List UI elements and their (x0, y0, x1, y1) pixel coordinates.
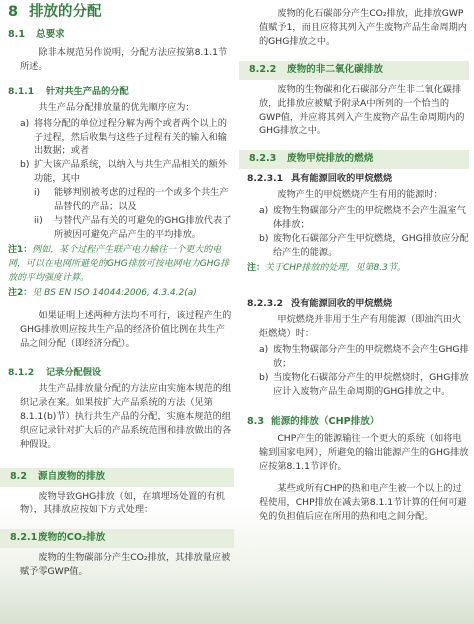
section-8-2-3-1-heading (247, 172, 469, 186)
list-item-text: 能够判别被考虑的过程的一个或多个共生产品替代的产品；以及 (54, 187, 229, 213)
note-1 (8, 244, 234, 285)
section-8-1-2-text: 共生产品排放量分配的方法应由实施本规范的组织记录在案。如果按扩大产品系统的方法（见第8.1.1(b)节）执行共生产品的分配，实施本规范的组织应记录针对扩大后的产品系统范围和排放做出的各种假设。 (20, 383, 232, 450)
section-title: 记录分配假设 (46, 367, 102, 379)
section-number: 8.1.1 (8, 85, 35, 97)
section-title: 能源的排放（CHP排放） (271, 415, 380, 427)
section-number: 8.2.3 (249, 153, 277, 165)
list-item-text: 废物化石碳部分产生甲烷燃烧，GHG排放应分配给产生的能源。 (273, 232, 469, 258)
chapter-title: 排放的分配 (29, 4, 102, 20)
section-number: 8.2 (10, 470, 27, 482)
section-8-2-3-1-intro: 废物产生的甲烷燃烧产生有用的能源时： (277, 189, 443, 201)
list-item: a) 将将分配的单位过程分解为两个或者两个以上的子过程，然后收集与这些子过程有关的输入和输出数据；或者 (20, 117, 234, 159)
section-8-1-text: 除非本规范另作说明，分配方法应按第8.1.1节所述。 (20, 46, 228, 72)
list-item: a) 废物生物碳部分产生的甲烷燃烧不会产生温室气体排放； (259, 204, 469, 232)
section-8-1-1-heading (8, 85, 234, 99)
note-text: 见 BS EN ISO 14044:2006, 4.3.4.2(a) (32, 288, 197, 299)
section-number: 8.2.3.2 (247, 297, 284, 309)
section-8-3-text-2: 某些或所有CHP的热和电产生被一个以上的过程使用，CHP排放在减去第8.1.1节计算的任何可避免的负担值后应在所用的热和电之间分配。 (259, 483, 467, 523)
list-item-text: 扩大该产品系统，以纳入与共生产品相关的额外功能，其中 (34, 159, 227, 185)
section-title: 没有能源回收的甲烷燃烧 (291, 297, 393, 309)
list-item: b) 当废物化石碳部分产生的甲烷燃烧时，GHG排放应计入废物产品生命周期的GHG排放之中。 (259, 371, 469, 397)
methane-flare-list (247, 343, 469, 399)
note-label: 注1： (8, 245, 33, 256)
note-label: 注2： (8, 288, 33, 299)
list-item: i) 能够判别被考虑的过程的一个或多个共生产品替代的产品；以及 (34, 186, 234, 214)
note-label: 注： (247, 262, 266, 273)
section-8-2-3-2-intro: 甲烷燃烧并非用于生产有用能源（即油汽田火炬燃烧）时： (259, 313, 462, 339)
allocation-priority-list (8, 117, 234, 243)
list-item: b) 扩大该产品系统，以纳入与共生产品相关的额外功能，其中 (20, 158, 234, 186)
section-8-2-3-2-heading (247, 297, 469, 311)
section-title: 废物的非二氧化碳排放 (287, 63, 383, 75)
list-item-text: 废物生物碳部分产生的甲烷燃烧不会产生温室气体排放； (273, 205, 466, 230)
right-column (247, 0, 469, 526)
left-column (8, 0, 234, 581)
list-item-text: 当废物化石碳部分产生的甲烷燃烧时，GHG排放应计入废物产品生命周期的GHG排放之中。 (273, 371, 469, 397)
methane-energy-list (247, 204, 469, 260)
section-number: 8.2.1 (10, 532, 38, 544)
section-8-1-2-heading (8, 366, 234, 380)
section-8-1-1-fallback: 如果证明上述两种方法均不可行，该过程产生的GHG排放则应按共生产品的经济价值比例在共生产品之间分配（即经济分配）。 (20, 310, 232, 350)
chp-note (247, 262, 469, 276)
section-8-3-text-1: CHP产生的能源输往一个更大的系统（如将电输到国家电网），所避免的输出能源产生的GHG排放应按第8.1.1节评价。 (259, 433, 469, 473)
section-8-2-heading (0, 468, 234, 487)
section-8-1-heading (8, 28, 234, 43)
section-title: 针对共生产品的分配 (46, 85, 129, 97)
section-title: 源自废物的排放 (38, 470, 106, 482)
note-text: 关于CHP排放的处理，见第8.3节。 (265, 262, 406, 273)
list-item-text: 将将分配的单位过程分解为两个或者两个以上的子过程，然后收集与这些子过程有关的输入和输出数据；或者 (34, 117, 227, 157)
section-number: 8.2.2 (249, 63, 277, 75)
section-title: 具有能源回收的甲烷燃烧 (291, 173, 393, 185)
section-8-2-1-text: 废物的生物碳部分产生CO₂排放，其排放量应被赋予零GWP值。 (20, 552, 231, 578)
section-title: 废物甲烷排放的燃烧 (287, 153, 374, 165)
list-item: b) 废物化石碳部分产生甲烷燃烧，GHG排放应分配给产生的能源。 (259, 232, 469, 258)
note-text: 例如，某个过程产生联产电力输往一个更大的电网，可以在电网所避免的GHG排放可按电网电力GHG排放的平均强度计算。 (8, 245, 230, 283)
sub-list (20, 186, 234, 242)
section-title: 总要求 (36, 29, 65, 40)
section-8-3-heading (247, 415, 469, 430)
section-8-1-1-intro: 共生产品分配排放量的优先顺序应为： (38, 101, 195, 113)
list-item-text: 废物生物碳部分产生的甲烷燃烧不会产生GHG排放； (273, 343, 469, 369)
list-item-text: 与替代产品有关的可避免的GHG排放代表了所被因可避免产品产生的平均排放。 (54, 215, 232, 241)
list-item: ii) 与替代产品有关的可避免的GHG排放代表了所被因可避免产品产生的平均排放。 (34, 214, 234, 242)
chapter-number: 8 (8, 4, 19, 20)
section-8-2-2-text: 废物的生物碳和化石碳部分产生非二氧化碳排放，此排放应被赋予附录A中所列的一个恰当的GWP值，并应将其列入产生废物产品生命周期内的GHG排放之中。 (259, 83, 465, 137)
note-2 (8, 287, 234, 301)
section-8-2-text: 废物导致GHG排放（如，在填埋场处置的有机物），其排放应按如下方式处理： (20, 490, 225, 516)
section-8-2-1-heading (0, 529, 234, 548)
section-title: 废物的CO₂排放 (38, 532, 106, 544)
section-number: 8.1.2 (8, 367, 35, 379)
section-8-2-3-heading (239, 150, 469, 169)
section-number: 8.1 (8, 29, 25, 40)
section-number: 8.2.3.1 (247, 173, 284, 185)
section-8-2-2-heading (239, 61, 469, 80)
chapter-heading (8, 1, 234, 24)
section-number: 8.3 (247, 415, 264, 427)
fossil-carbon-text: 废物的化石碳部分产生CO₂排放，此排放GWP值赋予1，而且应将其列入产生废物产品生命周期内的GHG排放之中。 (259, 8, 467, 47)
list-item: a) 废物生物碳部分产生的甲烷燃烧不会产生GHG排放； (259, 343, 469, 369)
